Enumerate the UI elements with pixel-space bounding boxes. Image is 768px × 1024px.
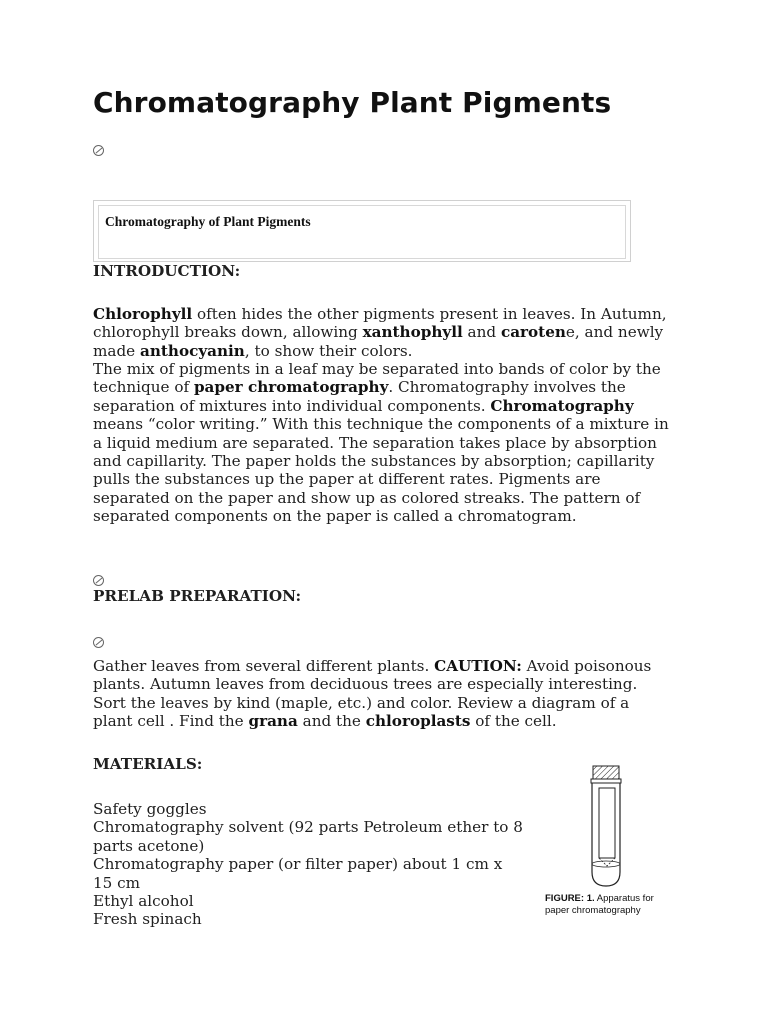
- document-embed[interactable]: [93, 200, 631, 262]
- material-item: Chromatography paper (or filter paper) about 1 cm x 15 cm: [93, 855, 503, 892]
- text-run: Gather leaves from several different plants.: [93, 657, 435, 675]
- term-chlorophyll: Chlorophyll: [93, 305, 193, 323]
- solvent-level: [592, 861, 620, 867]
- broken-image-icon: [93, 145, 104, 156]
- text-run: and: [462, 323, 501, 342]
- materials-list: [93, 800, 523, 929]
- text-run: . Chromatography involves the separation of mixtures into individual components.: [93, 378, 626, 415]
- text-run: means “color writing.” With this technique the components of a mixture in a liquid medium are separated. The separation takes place by absorption and capillarity. The paper holds the substances by absorption; capillarity pulls the substances up the paper at different rates. Pigments are separated on the paper and show up as colored streaks. The pattern of separated components on the paper is called a chromatogram.: [93, 415, 669, 526]
- text-run: of the cell.: [470, 712, 557, 731]
- figure-caption: [545, 893, 680, 916]
- embed-title: Chromatography of Plant Pigments: [105, 214, 311, 229]
- term-grana: grana: [248, 712, 298, 731]
- term-chromatography: Chromatography: [490, 396, 634, 415]
- text-run: Avoid poisonous plants. Autumn leaves from deciduous trees are especially interesting. Sort the leaves by kind (maple, etc.) and color. Review a diagram of a plant cell . Find the: [93, 657, 652, 731]
- broken-image-icon: [93, 637, 104, 648]
- material-item: Ethyl alcohol: [93, 892, 194, 911]
- introduction-paragraph-2: [93, 360, 673, 526]
- text-run: The mix of pigments in a leaf may be separated into bands of color by the technique of: [93, 360, 661, 397]
- materials-heading: MATERIALS:: [93, 755, 203, 773]
- material-item: Chromatography solvent (92 parts Petroleum ether to 8 parts acetone): [93, 818, 523, 855]
- embed-frame: [98, 205, 626, 259]
- introduction-paragraph-1: [93, 305, 673, 360]
- term-carotene: caroten: [500, 323, 566, 342]
- text-run: e, and newly made: [93, 323, 664, 360]
- introduction-heading: INTRODUCTION:: [93, 262, 241, 280]
- text-run: , to show their colors.: [244, 341, 413, 360]
- paper-strip: [599, 788, 615, 858]
- caution-label: CAUTION:: [434, 657, 522, 675]
- prelab-heading: PRELAB PREPARATION:: [93, 587, 302, 605]
- term-paper-chromatography: paper chromatography: [193, 378, 389, 397]
- prelab-paragraph: [93, 657, 673, 731]
- figure-label: FIGURE: 1.: [545, 893, 595, 904]
- term-chloroplasts: chloroplasts: [365, 712, 471, 731]
- tube-lip: [591, 779, 621, 783]
- text-run: often hides the other pigments present in leaves. In Autumn, chlorophyll breaks down, allowing: [93, 305, 667, 342]
- page-title: Chromatography Plant Pigments: [93, 86, 612, 119]
- term-xanthophyll: xanthophyll: [362, 323, 463, 342]
- text-run: and the: [297, 712, 366, 731]
- test-tube: [592, 783, 620, 886]
- strip-tip: [599, 858, 615, 866]
- material-item: Fresh spinach: [93, 910, 202, 929]
- figure-caption-text: Apparatus for paper chromatography: [545, 893, 654, 916]
- stopper: [593, 766, 619, 780]
- term-anthocyanin: anthocyanin: [140, 341, 245, 360]
- broken-image-icon: [93, 575, 104, 586]
- material-item: Safety goggles: [93, 800, 207, 818]
